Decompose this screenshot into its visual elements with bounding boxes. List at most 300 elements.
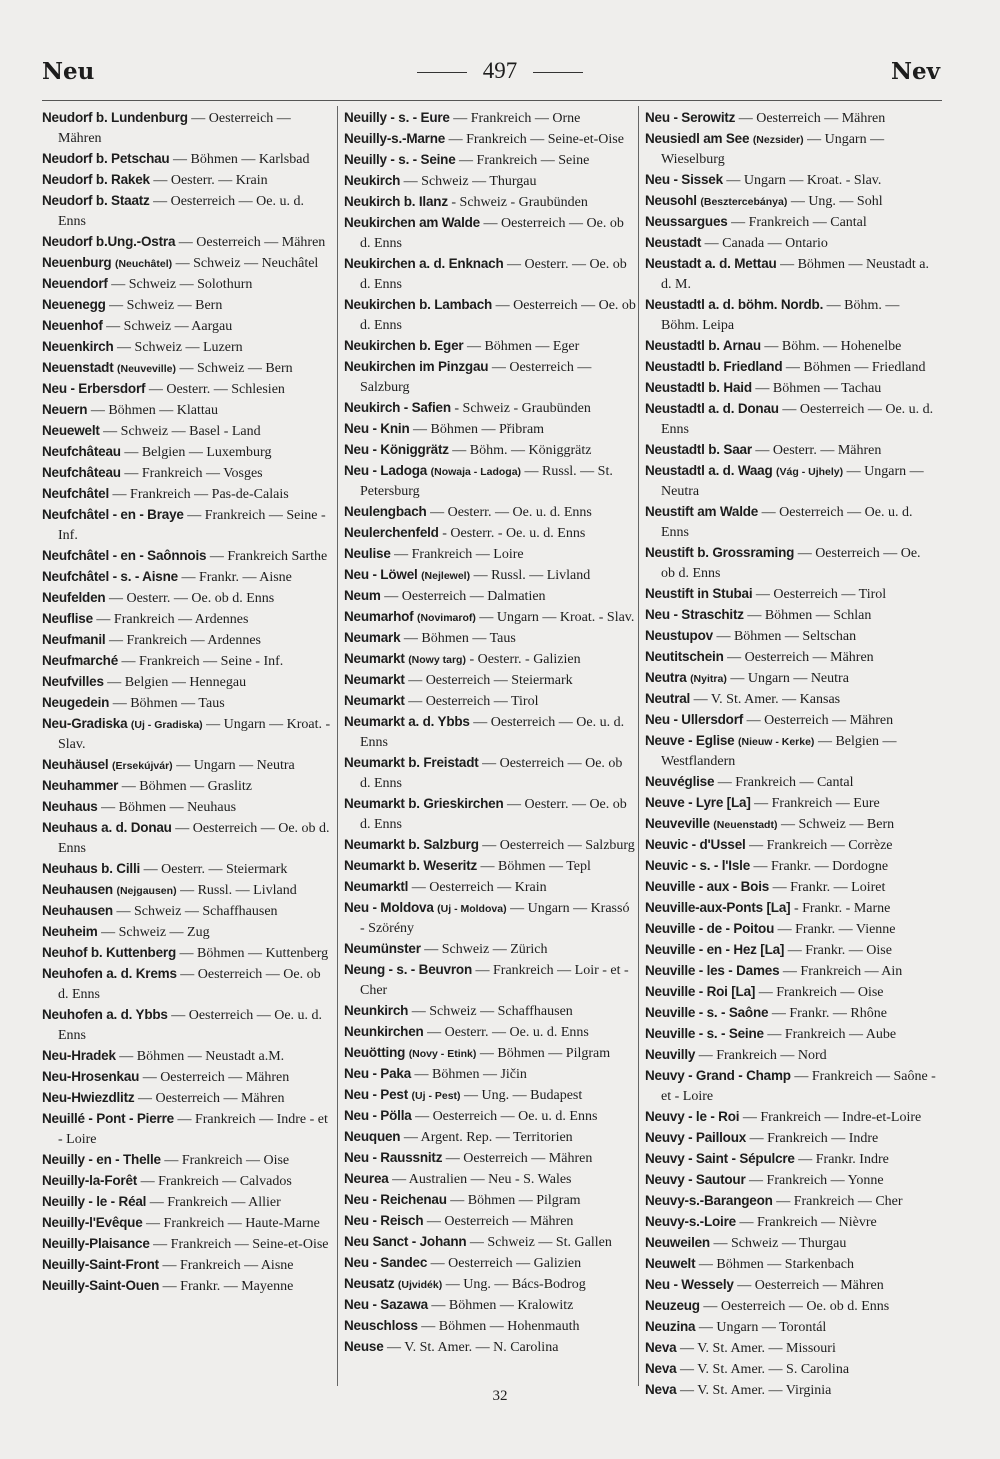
entry-alt-name: (Novy - Etink) bbox=[408, 1048, 477, 1060]
entry-headword: Neu - Reichenau bbox=[344, 1192, 447, 1207]
entry-headword: Neu - Paka bbox=[344, 1066, 412, 1081]
gazetteer-entry bbox=[344, 1169, 636, 1190]
entry-location: — Frankreich — Ain bbox=[779, 964, 903, 979]
page-number: 497 bbox=[482, 58, 518, 83]
gazetteer-entry bbox=[42, 943, 334, 964]
entry-headword: Neu-Hradek bbox=[42, 1048, 116, 1063]
entry-headword: Neu - Wessely bbox=[645, 1277, 734, 1292]
entry-headword: Neva bbox=[645, 1382, 677, 1397]
gazetteer-entry bbox=[344, 1211, 636, 1232]
entry-location: — Frankreich — Calvados bbox=[137, 1174, 292, 1189]
gazetteer-entry bbox=[645, 254, 937, 295]
entry-location: — Schweiz — Bern bbox=[105, 298, 223, 313]
entry-location: — Frankreich — Indre bbox=[746, 1131, 879, 1146]
entry-headword: Neufchâtel - s. - Aisne bbox=[42, 569, 178, 584]
entry-location: — Böhmen — Neustadt a.M. bbox=[115, 1049, 285, 1064]
gazetteer-entry bbox=[645, 336, 937, 357]
gazetteer-entry bbox=[645, 212, 937, 233]
gazetteer-entry bbox=[645, 1359, 937, 1380]
gazetteer-entry bbox=[645, 793, 937, 814]
gazetteer-entry bbox=[42, 337, 334, 358]
entry-location: — Oesterreich — Oe. ob d. Enns bbox=[360, 298, 636, 333]
entry-location: — Ungarn — Kroat. - Slav. bbox=[475, 610, 635, 625]
entry-location: — Frankreich — Allier bbox=[146, 1195, 281, 1210]
entry-location: — Frankr. — Dordogne bbox=[750, 859, 889, 874]
entry-headword: Neuflise bbox=[42, 611, 93, 626]
entry-location: — Australien — Neu - S. Wales bbox=[388, 1172, 572, 1187]
entry-location: — Schweiz — St. Gallen bbox=[466, 1235, 612, 1250]
gazetteer-entry bbox=[645, 440, 937, 461]
gazetteer-entry bbox=[42, 400, 334, 421]
column-divider-2 bbox=[638, 106, 639, 1386]
entry-headword: Neukirch - Safien bbox=[344, 400, 451, 415]
entry-location: — Frankr. — Mayenne bbox=[159, 1279, 294, 1294]
entry-location: — Böhmen — Eger bbox=[463, 339, 580, 354]
entry-alt-name: (Uj - Moldova) bbox=[437, 903, 507, 915]
gazetteer-entry bbox=[645, 1275, 937, 1296]
entry-headword: Neuenegg bbox=[42, 297, 106, 312]
entry-headword: Neumarkt bbox=[344, 672, 405, 687]
entry-location: — Ung. — Sohl bbox=[787, 194, 883, 209]
entry-location: — Frankreich — Indre-et-Loire bbox=[739, 1110, 922, 1125]
entry-headword: Neuhofen a. d. Krems bbox=[42, 966, 177, 981]
entry-location: — Ungarn — Krassó - Szörény bbox=[360, 901, 630, 936]
entry-headword: Neuville - les - Dames bbox=[645, 963, 780, 978]
entry-alt-name: (Nieuw - Kerke) bbox=[738, 736, 815, 748]
entry-location: — Frankreich — Corrèze bbox=[745, 838, 893, 853]
gazetteer-entry bbox=[42, 1150, 334, 1171]
entry-headword: Neuenhof bbox=[42, 318, 103, 333]
entry-location: — Frankr. — Vienne bbox=[774, 922, 896, 937]
entry-location: — Frankreich — Ardennes bbox=[92, 612, 249, 627]
entry-headword: Neuvic - d'Ussel bbox=[645, 837, 746, 852]
gazetteer-entry bbox=[645, 1024, 937, 1045]
header-rule-right bbox=[533, 72, 583, 73]
gazetteer-entry bbox=[645, 605, 937, 626]
gazetteer-entry bbox=[42, 859, 334, 880]
entry-headword: Neuenstadt bbox=[42, 360, 114, 375]
entry-location: - Oesterr. - Oe. u. d. Enns bbox=[438, 526, 586, 541]
entry-location: — Ung. — Bács-Bodrog bbox=[442, 1277, 586, 1292]
entry-headword: Neustupov bbox=[645, 628, 713, 643]
entry-headword: Neuilly-la-Forêt bbox=[42, 1173, 138, 1188]
entry-location: — Frankreich — Saône - et - Loire bbox=[661, 1069, 936, 1104]
gazetteer-entry bbox=[42, 442, 334, 463]
entry-alt-name: (Neuchâtel) bbox=[114, 258, 173, 270]
entry-alt-name: (Nowy targ) bbox=[408, 654, 466, 666]
entry-location: — Schweiz — Luzern bbox=[113, 340, 243, 355]
entry-alt-name: (Uj - Pest) bbox=[411, 1090, 461, 1102]
entry-location: — Frankreich — Nord bbox=[695, 1048, 827, 1063]
entry-headword: Neu - Serowitz bbox=[645, 110, 736, 125]
gazetteer-entry bbox=[344, 898, 636, 939]
entry-location: — Frankreich — Indre - et - Loire bbox=[58, 1112, 328, 1147]
entry-location: — Böhmen — Taus bbox=[400, 631, 516, 646]
gazetteer-entry bbox=[645, 1149, 937, 1170]
gazetteer-entry bbox=[344, 523, 636, 544]
entry-location: — Oesterreich — Oe. u. d. Enns bbox=[58, 194, 304, 229]
entry-headword: Neurea bbox=[344, 1171, 389, 1186]
gazetteer-entry bbox=[344, 565, 636, 586]
gazetteer-entry bbox=[645, 1170, 937, 1191]
entry-headword: Neuveville bbox=[645, 816, 710, 831]
entry-headword: Neu - Moldova bbox=[344, 900, 434, 915]
entry-location: — Schweiz — Aargau bbox=[102, 319, 233, 334]
entry-location: — Oesterreich — Oe. u. d. Enns bbox=[411, 1109, 598, 1124]
gazetteer-entry bbox=[344, 129, 636, 150]
entry-headword: Neusohl bbox=[645, 193, 697, 208]
gazetteer-entry bbox=[344, 1274, 636, 1295]
gazetteer-entry bbox=[645, 626, 937, 647]
entry-headword: Neuvéglise bbox=[645, 774, 715, 789]
entry-headword: Neuse bbox=[344, 1339, 384, 1354]
gazetteer-entry bbox=[645, 129, 937, 170]
gazetteer-entry bbox=[645, 982, 937, 1003]
entry-headword: Neu-Hwiezdlitz bbox=[42, 1090, 135, 1105]
entry-location: — Böhmen — Neustadt a. d. M. bbox=[661, 257, 929, 292]
entry-location: — Oesterreich — Mähren bbox=[743, 713, 894, 728]
entry-location: — Belgien — Luxemburg bbox=[120, 445, 272, 460]
entry-headword: Neuville - de - Poitou bbox=[645, 921, 775, 936]
entry-headword: Neuvy - Grand - Champ bbox=[645, 1068, 791, 1083]
entry-headword: Neufchâtel - en - Saônnois bbox=[42, 548, 207, 563]
entry-headword: Neu - Ladoga bbox=[344, 463, 428, 478]
entry-headword: Neustadt a. d. Mettau bbox=[645, 256, 777, 271]
entry-location: — Schweiz — Neuchâtel bbox=[172, 256, 319, 271]
entry-alt-name: (Novimarof) bbox=[416, 612, 476, 624]
entry-location: — Böhmen — Pilgram bbox=[476, 1046, 611, 1061]
gazetteer-entry bbox=[42, 546, 334, 567]
entry-headword: Neufelden bbox=[42, 590, 106, 605]
entry-location: — Frankreich — Ardennes bbox=[105, 633, 261, 648]
entry-headword: Neuilly - en - Thelle bbox=[42, 1152, 161, 1167]
entry-headword: Neuilly-s.-Marne bbox=[344, 131, 446, 146]
gazetteer-entry bbox=[42, 1046, 334, 1067]
entry-location: — Oesterreich — Mähren bbox=[733, 1278, 884, 1293]
entry-location: — Frankr. — Rhône bbox=[768, 1006, 887, 1021]
gazetteer-entry bbox=[344, 856, 636, 877]
entry-headword: Neudorf b. Rakek bbox=[42, 172, 150, 187]
gazetteer-entry bbox=[42, 672, 334, 693]
entry-headword: Neumarkt b. Freistadt bbox=[344, 755, 479, 770]
gazetteer-entry bbox=[42, 149, 334, 170]
entry-headword: Neustadt bbox=[645, 235, 702, 250]
entry-location: — Ungarn — Neutra bbox=[661, 464, 924, 499]
entry-location: — Frankr. Indre bbox=[794, 1152, 889, 1167]
entry-headword: Neuvy - Saint - Sépulcre bbox=[645, 1151, 795, 1166]
entry-headword: Neukirchen am Walde bbox=[344, 215, 480, 230]
entry-location: — Böhmen — Jičin bbox=[411, 1067, 527, 1082]
entry-alt-name: (Nejlewel) bbox=[421, 570, 471, 582]
entry-headword: Neustadtl a. d. Waag bbox=[645, 463, 773, 478]
entry-headword: Neufmanil bbox=[42, 632, 106, 647]
page-header bbox=[0, 58, 1000, 88]
entry-alt-name: (Uj - Gradiska) bbox=[130, 719, 203, 731]
entry-headword: Neuern bbox=[42, 402, 88, 417]
gazetteer-entry bbox=[42, 1255, 334, 1276]
entry-headword: Neuville-aux-Ponts [La] bbox=[645, 900, 791, 915]
signature-mark: 32 bbox=[492, 1388, 508, 1404]
entry-location: — Oesterr. — Oe. ob d. Enns bbox=[360, 257, 627, 292]
entry-location: — Schweiz — Thurgau bbox=[400, 174, 537, 189]
gazetteer-entry bbox=[42, 714, 334, 755]
gazetteer-entry bbox=[344, 960, 636, 1001]
entry-headword: Neustift am Walde bbox=[645, 504, 759, 519]
entry-location: — Böhmen — Friedland bbox=[782, 360, 926, 375]
entry-location: — Oesterreich — Mähren bbox=[58, 111, 291, 146]
gazetteer-entry bbox=[344, 1190, 636, 1211]
gazetteer-entry bbox=[42, 274, 334, 295]
gazetteer-entry bbox=[344, 192, 636, 213]
entry-headword: Neu - Sandec bbox=[344, 1255, 428, 1270]
entry-headword: Neuilly-Saint-Ouen bbox=[42, 1278, 160, 1293]
gazetteer-entry bbox=[344, 1253, 636, 1274]
gazetteer-entry bbox=[645, 1233, 937, 1254]
entry-headword: Neu - Löwel bbox=[344, 567, 418, 582]
entry-headword: Neu - Ullersdorf bbox=[645, 712, 744, 727]
gazetteer-entry bbox=[645, 668, 937, 689]
entry-headword: Neusatz bbox=[344, 1276, 395, 1291]
entry-location: — Frankreich — Nièvre bbox=[735, 1215, 877, 1230]
gazetteer-entry bbox=[42, 818, 334, 859]
entry-location: — Oesterr. — Oe. ob d. Enns bbox=[105, 591, 275, 606]
entry-location: — Schweiz — Schaffhausen bbox=[408, 1004, 573, 1019]
entry-headword: Neugedein bbox=[42, 695, 110, 710]
gazetteer-entry bbox=[645, 689, 937, 710]
entry-alt-name: (Nowaja - Ladoga) bbox=[430, 466, 522, 478]
gazetteer-entry bbox=[344, 835, 636, 856]
gazetteer-entry bbox=[344, 1106, 636, 1127]
entry-headword: Neu - Königgrätz bbox=[344, 442, 449, 457]
entry-headword: Neuilly - s. - Eure bbox=[344, 110, 450, 125]
gazetteer-entry bbox=[344, 1337, 636, 1358]
entry-headword: Neuve - Lyre [La] bbox=[645, 795, 751, 810]
entry-headword: Neuilly-Saint-Front bbox=[42, 1257, 159, 1272]
entry-headword: Neustadtl a. d. Donau bbox=[645, 401, 779, 416]
gazetteer-entry bbox=[645, 1128, 937, 1149]
entry-location: — Oesterr. — Oe. ob d. Enns bbox=[360, 797, 627, 832]
gazetteer-entry bbox=[42, 253, 334, 274]
gazetteer-entry bbox=[344, 254, 636, 295]
entry-location: — Frankr. — Aisne bbox=[177, 570, 292, 585]
entry-location: — Böhmen — Neuhaus bbox=[97, 800, 237, 815]
entry-location: - Frankr. - Marne bbox=[790, 901, 891, 916]
entry-location: — Russl. — Livland bbox=[176, 883, 297, 898]
entry-location: — Oesterreich — Oe. ob d. Enns bbox=[661, 546, 921, 581]
entry-location: — Böhmen — Karlsbad bbox=[169, 152, 310, 167]
gazetteer-entry bbox=[645, 378, 937, 399]
gazetteer-entry bbox=[344, 1148, 636, 1169]
entry-headword: Neuilly-Plaisance bbox=[42, 1236, 150, 1251]
gazetteer-entry bbox=[645, 1338, 937, 1359]
gazetteer-entry bbox=[344, 1295, 636, 1316]
gazetteer-entry bbox=[344, 336, 636, 357]
gazetteer-entry bbox=[344, 649, 636, 670]
gazetteer-entry bbox=[42, 693, 334, 714]
entry-location: — Oesterreich — Steiermark bbox=[404, 673, 573, 688]
entry-location: — Schweiz — Solothurn bbox=[107, 277, 253, 292]
entry-location: — Böhm. — Böhm. Leipa bbox=[661, 298, 900, 333]
entry-location: — Oesterreich — Mähren bbox=[139, 1070, 290, 1085]
entry-headword: Neu - Sazawa bbox=[344, 1297, 428, 1312]
gazetteer-entry bbox=[645, 1107, 937, 1128]
gazetteer-entry bbox=[42, 901, 334, 922]
gazetteer-entry bbox=[645, 877, 937, 898]
gazetteer-entry bbox=[42, 316, 334, 337]
entry-location: — Russl. — St. Petersburg bbox=[360, 464, 613, 499]
entry-alt-name: (Nyitra) bbox=[690, 673, 727, 685]
entry-headword: Neuvy-s.-Barangeon bbox=[645, 1193, 773, 1208]
entry-location: — Oesterreich — Oe. ob d. Enns bbox=[699, 1299, 890, 1314]
entry-location: — Böhmen — Hohenmauth bbox=[417, 1319, 580, 1334]
entry-location: — Böhmen — Pilgram bbox=[446, 1193, 581, 1208]
entry-headword: Neumark bbox=[344, 630, 401, 645]
column-1 bbox=[42, 108, 334, 1297]
gazetteer-entry bbox=[645, 772, 937, 793]
gazetteer-entry bbox=[42, 505, 334, 546]
gazetteer-entry bbox=[645, 814, 937, 835]
entry-headword: Neuville - s. - Seine bbox=[645, 1026, 764, 1041]
entry-headword: Neuzeug bbox=[645, 1298, 700, 1313]
gazetteer-entry bbox=[645, 461, 937, 502]
entry-headword: Neutral bbox=[645, 691, 691, 706]
entry-alt-name: (Neuenstadt) bbox=[713, 819, 778, 831]
entry-location: — Böhmen — Seltschan bbox=[712, 629, 857, 644]
entry-headword: Neulengbach bbox=[344, 504, 427, 519]
entry-location: — Böhmen — Schlan bbox=[743, 608, 872, 623]
entry-location: — Ungarn — Kroat. - Slav. bbox=[722, 173, 882, 188]
gazetteer-entry bbox=[344, 502, 636, 523]
entry-location: — Oesterreich — Tirol bbox=[404, 694, 539, 709]
gazetteer-entry bbox=[42, 1109, 334, 1150]
entry-location: — Frankreich Sarthe bbox=[206, 549, 328, 564]
entry-location: — V. St. Amer. — Kansas bbox=[690, 692, 841, 707]
entry-location: — Frankreich — Seine-et-Oise bbox=[149, 1237, 329, 1252]
entry-location: — V. St. Amer. — Virginia bbox=[676, 1383, 832, 1398]
gazetteer-entry bbox=[42, 421, 334, 442]
entry-headword: Neuendorf bbox=[42, 276, 108, 291]
entry-location: — Oesterreich — Mähren bbox=[735, 111, 886, 126]
gazetteer-entry bbox=[42, 108, 334, 149]
entry-location: — Frankreich — Aisne bbox=[158, 1258, 294, 1273]
gazetteer-entry bbox=[344, 877, 636, 898]
entry-location: — Schweiz — Bern bbox=[777, 817, 895, 832]
entry-headword: Neufmarché bbox=[42, 653, 119, 668]
entry-headword: Neuville - s. - Saône bbox=[645, 1005, 769, 1020]
gazetteer-entry bbox=[344, 939, 636, 960]
entry-headword: Neu - Erbersdorf bbox=[42, 381, 146, 396]
entry-headword: Neumarkt a. d. Ybbs bbox=[344, 714, 470, 729]
gazetteer-entry bbox=[645, 1254, 937, 1275]
entry-headword: Neuville - Roi [La] bbox=[645, 984, 756, 999]
gazetteer-entry bbox=[344, 1043, 636, 1064]
entry-location: — Oesterreich — Oe. ob d. Enns bbox=[360, 756, 623, 791]
entry-location: - Schweiz - Graubünden bbox=[447, 195, 588, 210]
column-divider-1 bbox=[337, 106, 338, 1386]
entry-location: — Ungarn — Neutra bbox=[172, 758, 295, 773]
entry-location: — Böhmen — Starkenbach bbox=[695, 1257, 854, 1272]
gazetteer-entry bbox=[344, 108, 636, 129]
entry-headword: Neu - Pest bbox=[344, 1087, 409, 1102]
entry-headword: Neukirchen b. Eger bbox=[344, 338, 464, 353]
entry-location: — Frankreich — Oise bbox=[755, 985, 884, 1000]
column-2 bbox=[344, 108, 636, 1358]
entry-alt-name: (Vág - Ujhely) bbox=[776, 466, 844, 478]
gazetteer-entry bbox=[645, 543, 937, 584]
gazetteer-entry bbox=[344, 1064, 636, 1085]
entry-location: — Frankreich — Cantal bbox=[714, 775, 854, 790]
entry-headword: Neukirch b. Ilanz bbox=[344, 194, 448, 209]
gazetteer-entry bbox=[344, 691, 636, 712]
entry-location: — V. St. Amer. — Missouri bbox=[676, 1341, 836, 1356]
entry-headword: Neuvy - le - Roi bbox=[645, 1109, 740, 1124]
gazetteer-entry bbox=[645, 731, 937, 772]
entry-location: — Frankreich — Seine bbox=[455, 153, 590, 168]
entry-headword: Neumarhof bbox=[344, 609, 414, 624]
entry-headword: Neuheim bbox=[42, 924, 98, 939]
entry-headword: Neuilly-l'Evêque bbox=[42, 1215, 143, 1230]
entry-location: — Oesterreich — Tirol bbox=[752, 587, 887, 602]
entry-location: — Oesterreich — Oe. ob d. Enns bbox=[360, 216, 624, 251]
entry-headword: Neuzina bbox=[645, 1319, 696, 1334]
gazetteer-entry bbox=[42, 797, 334, 818]
gazetteer-entry bbox=[645, 233, 937, 254]
entry-location: — Oesterreich — Galizien bbox=[427, 1256, 582, 1271]
gazetteer-entry bbox=[645, 502, 937, 543]
entry-headword: Neukirch bbox=[344, 173, 401, 188]
gazetteer-entry bbox=[344, 150, 636, 171]
entry-location: — Oesterreich — Oe. u. d. Enns bbox=[58, 1008, 323, 1043]
gazetteer-entry bbox=[344, 171, 636, 192]
entry-location: — Frankreich — Loire bbox=[390, 547, 524, 562]
entry-headword: Neustift in Stubai bbox=[645, 586, 753, 601]
entry-headword: Neuweilen bbox=[645, 1235, 710, 1250]
gazetteer-entry bbox=[42, 880, 334, 901]
entry-headword: Neukirchen im Pinzgau bbox=[344, 359, 489, 374]
entry-location: — Ung. — Budapest bbox=[460, 1088, 583, 1103]
gazetteer-entry bbox=[42, 567, 334, 588]
gazetteer-entry bbox=[645, 647, 937, 668]
gazetteer-entry bbox=[42, 463, 334, 484]
gazetteer-entry bbox=[42, 170, 334, 191]
entry-headword: Neufchâtel bbox=[42, 486, 110, 501]
entry-location: — Frankreich — Seine - Inf. bbox=[118, 654, 284, 669]
gazetteer-entry bbox=[344, 357, 636, 398]
entry-headword: Neufchâteau bbox=[42, 465, 121, 480]
entry-headword: Neuötting bbox=[344, 1045, 406, 1060]
entry-alt-name: (Nezsider) bbox=[752, 134, 804, 146]
entry-headword: Neuenburg bbox=[42, 255, 112, 270]
gazetteer-entry bbox=[42, 1067, 334, 1088]
entry-headword: Neuilly - s. - Seine bbox=[344, 152, 456, 167]
entry-headword: Neu-Gradiska bbox=[42, 716, 128, 731]
entry-location: — Ungarn — Torontál bbox=[695, 1320, 827, 1335]
entry-headword: Neuenkirch bbox=[42, 339, 114, 354]
entry-headword: Neva bbox=[645, 1340, 677, 1355]
gazetteer-entry bbox=[42, 1088, 334, 1109]
entry-location: — Oesterreich — Mähren bbox=[175, 235, 326, 250]
gazetteer-entry bbox=[344, 1022, 636, 1043]
gazetteer-entry bbox=[42, 295, 334, 316]
gazetteer-entry bbox=[344, 586, 636, 607]
entry-headword: Neu-Hrosenkau bbox=[42, 1069, 140, 1084]
entry-location: — Frankr. — Oise bbox=[784, 943, 892, 958]
entry-location: — Frankreich — Oise bbox=[160, 1153, 290, 1168]
entry-location: — Frankreich — Cantal bbox=[727, 215, 867, 230]
entry-location: — Oesterr. — Oe. u. d. Enns bbox=[426, 505, 592, 520]
entry-headword: Neumarkt b. Grieskirchen bbox=[344, 796, 504, 811]
entry-headword: Neumarkt b. Weseritz bbox=[344, 858, 478, 873]
